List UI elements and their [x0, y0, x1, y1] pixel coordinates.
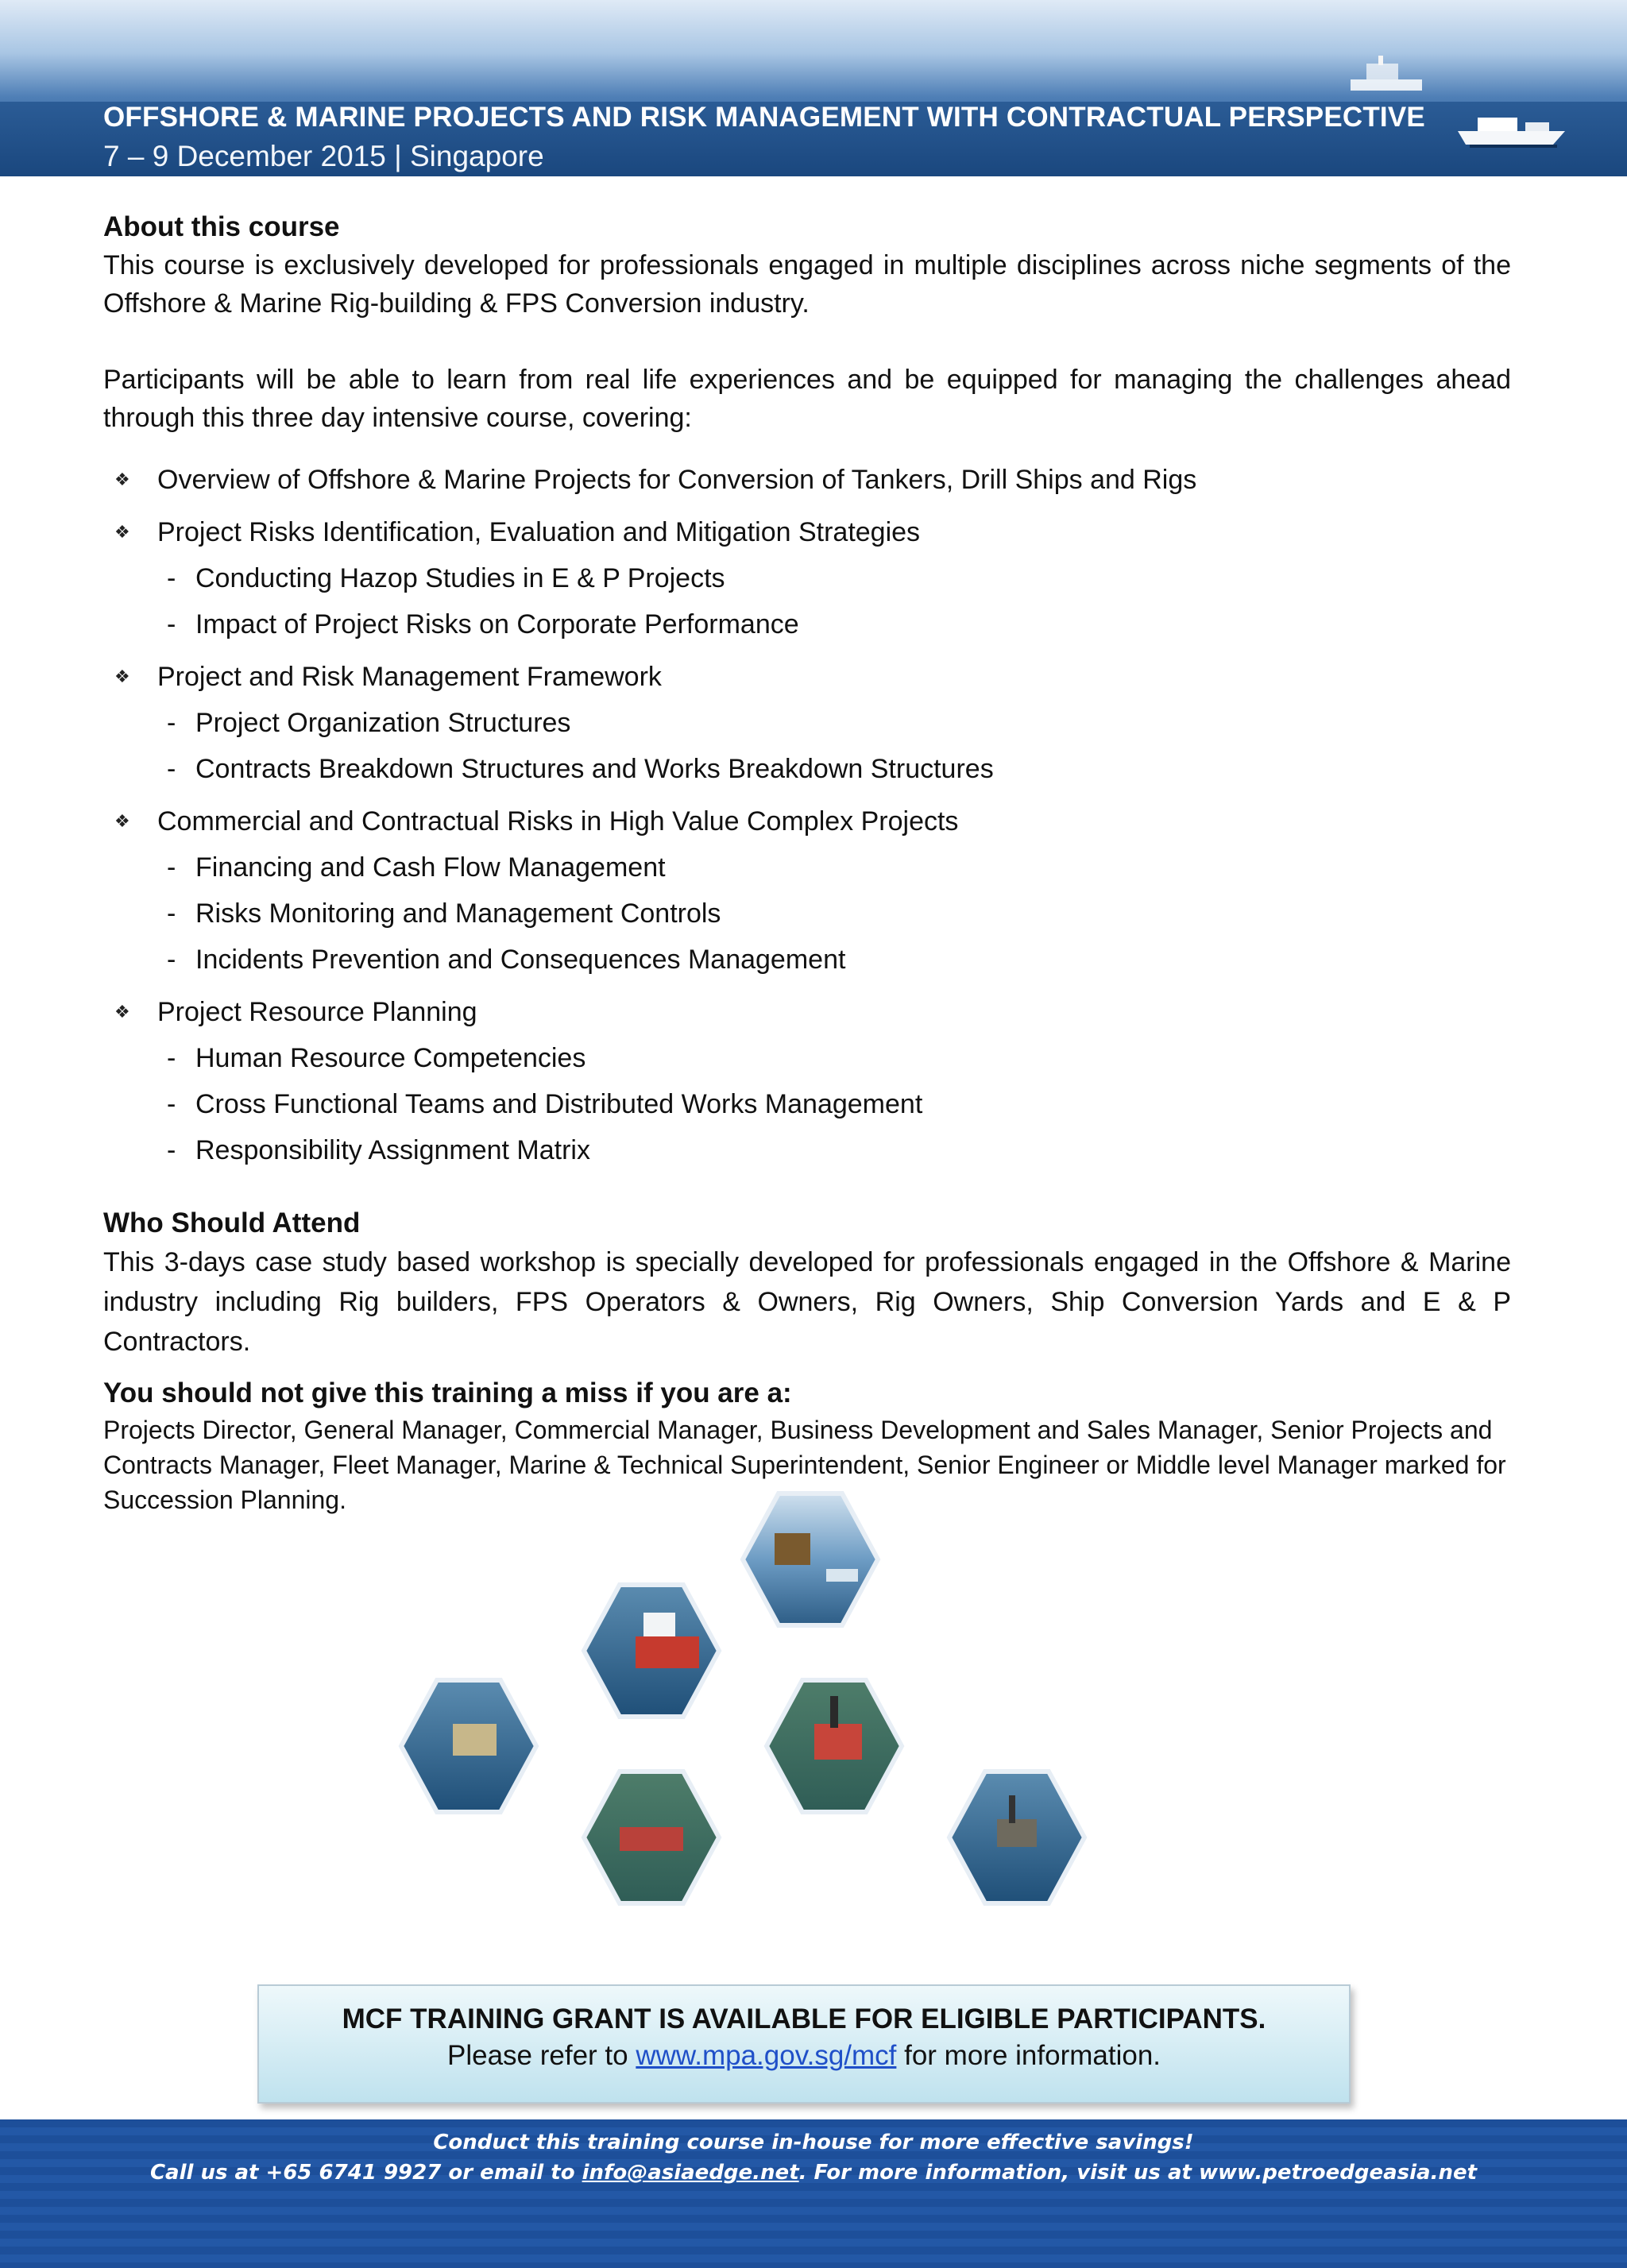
- footer-contact-suffix: . For more information, visit us at www.petroedgeasia.net: [798, 2161, 1478, 2185]
- subtopic-label: Cross Functional Teams and Distributed Works Management: [195, 1089, 923, 1119]
- subtopic-item: - Incidents Prevention and Consequences Management: [167, 945, 846, 975]
- who-heading: Who Should Attend: [103, 1207, 361, 1238]
- topic-label: Project and Risk Management Framework: [157, 662, 662, 692]
- training-grant-box: [257, 1984, 1351, 2104]
- subtopic-item: - Responsibility Assignment Matrix: [167, 1135, 590, 1165]
- subtopic-item: - Risks Monitoring and Management Controls: [167, 898, 721, 929]
- topic-item: [103, 658, 1511, 788]
- subtopic-label: Incidents Prevention and Consequences Management: [195, 945, 846, 975]
- grant-suffix: for more information.: [896, 2040, 1161, 2071]
- main-content: [103, 208, 1511, 1517]
- hexagon-photo: [743, 1493, 878, 1625]
- course-title: OFFSHORE & MARINE PROJECTS AND RISK MANAGEMENT WITH CONTRACTUAL PERSPECTIVE: [103, 102, 1425, 133]
- subtopic-item: - Cross Functional Teams and Distributed Works Management: [167, 1089, 923, 1119]
- topic-item: [103, 802, 1511, 979]
- hexagon-photo: [401, 1680, 536, 1812]
- topic-label: Project Resource Planning: [157, 997, 477, 1027]
- subtopic-label: Responsibility Assignment Matrix: [195, 1135, 590, 1165]
- diamond-bullet-icon: ❖: [114, 1002, 130, 1022]
- grant-heading: MCF TRAINING GRANT IS AVAILABLE FOR ELIGIBLE PARTICIPANTS.: [342, 2003, 1266, 2034]
- subtopic-item: - Conducting Hazop Studies in E & P Projects: [167, 563, 725, 593]
- subtopic-item: - Project Organization Structures: [167, 708, 571, 738]
- topic-label: Commercial and Contractual Risks in High Value Complex Projects: [157, 806, 959, 836]
- about-para-1: This course is exclusively developed for professionals engaged in multiple disciplines across niche segments of the Offshore & Marine Rig-building & FPS Conversion industry.: [103, 250, 1511, 319]
- hexagon-photo: [584, 1772, 719, 1903]
- miss-text: Projects Director, General Manager, Commercial Manager, Business Development and Sales Manager, Senior Projects and Contracts Manager, Fleet Manager, Marine & Technical Superintendent, Senior Engineer or Middle level Manager marked for Succession Planning.: [103, 1416, 1506, 1514]
- diamond-bullet-icon: ❖: [114, 522, 130, 542]
- topic-label: Overview of Offshore & Marine Projects for Conversion of Tankers, Drill Ships and Rigs: [157, 465, 1197, 495]
- header-banner: [0, 0, 1627, 176]
- about-para-2: Participants will be able to learn from real life experiences and be equipped for managing the challenges ahead through this three day intensive course, covering:: [103, 365, 1511, 433]
- topic-item: [103, 993, 1511, 1169]
- about-heading: About this course: [103, 211, 340, 242]
- subtopic-item: - Human Resource Competencies: [167, 1043, 586, 1073]
- footer-inhouse-text: Conduct this training course in-house for more effective savings!: [433, 2131, 1194, 2154]
- subtopic-label: Risks Monitoring and Management Controls: [195, 898, 721, 929]
- topic-label: Project Risks Identification, Evaluation and Mitigation Strategies: [157, 517, 921, 547]
- diamond-bullet-icon: ❖: [114, 469, 130, 489]
- subtopic-item: - Impact of Project Risks on Corporate Performance: [167, 609, 799, 639]
- platform-icon: [1343, 56, 1430, 103]
- hexagon-photo: [767, 1680, 902, 1812]
- subtopic-label: Impact of Project Risks on Corporate Performance: [195, 609, 799, 639]
- topic-item: [103, 461, 1511, 499]
- subtopic-label: Conducting Hazop Studies in E & P Projects: [195, 563, 725, 593]
- course-date-location: 7 – 9 December 2015 | Singapore: [103, 140, 544, 172]
- hexagon-photo: [949, 1772, 1084, 1903]
- footer-contact: [0, 2161, 1627, 2185]
- grant-prefix: Please refer to: [446, 2040, 636, 2071]
- subtopic-item: - Contracts Breakdown Structures and Works Breakdown Structures: [167, 754, 994, 784]
- topic-item: [103, 513, 1511, 643]
- subtopic-label: Financing and Cash Flow Management: [195, 852, 666, 883]
- hexagon-photo: [584, 1585, 719, 1717]
- diamond-bullet-icon: ❖: [114, 666, 130, 686]
- diamond-bullet-icon: ❖: [114, 811, 130, 831]
- topic-list: [103, 461, 1511, 1169]
- who-text: This 3-days case study based workshop is specially developed for professionals engaged in the Offshore & Marine industry including Rig builders, FPS Operators & Owners, Rig Owners, Ship Conversion Yards and E & P Contractors.: [103, 1247, 1511, 1357]
- miss-heading: You should not give this training a miss if you are a:: [103, 1377, 792, 1408]
- grant-info: [259, 2040, 1349, 2072]
- subtopic-item: - Financing and Cash Flow Management: [167, 852, 666, 883]
- hexagon-photo-collage: [381, 1486, 1215, 1978]
- footer-contact-prefix: Call us at +65 6741 9927 or email to: [149, 2161, 582, 2185]
- mpa-link[interactable]: www.mpa.gov.sg/mcf: [636, 2040, 897, 2071]
- subtopic-label: Human Resource Competencies: [195, 1043, 586, 1073]
- subtopic-label: Project Organization Structures: [195, 708, 571, 738]
- email-link[interactable]: info@asiaedge.net: [582, 2161, 799, 2185]
- ship-icon: [1454, 103, 1573, 151]
- footer-banner: [0, 2119, 1627, 2268]
- subtopic-label: Contracts Breakdown Structures and Works Breakdown Structures: [195, 754, 994, 784]
